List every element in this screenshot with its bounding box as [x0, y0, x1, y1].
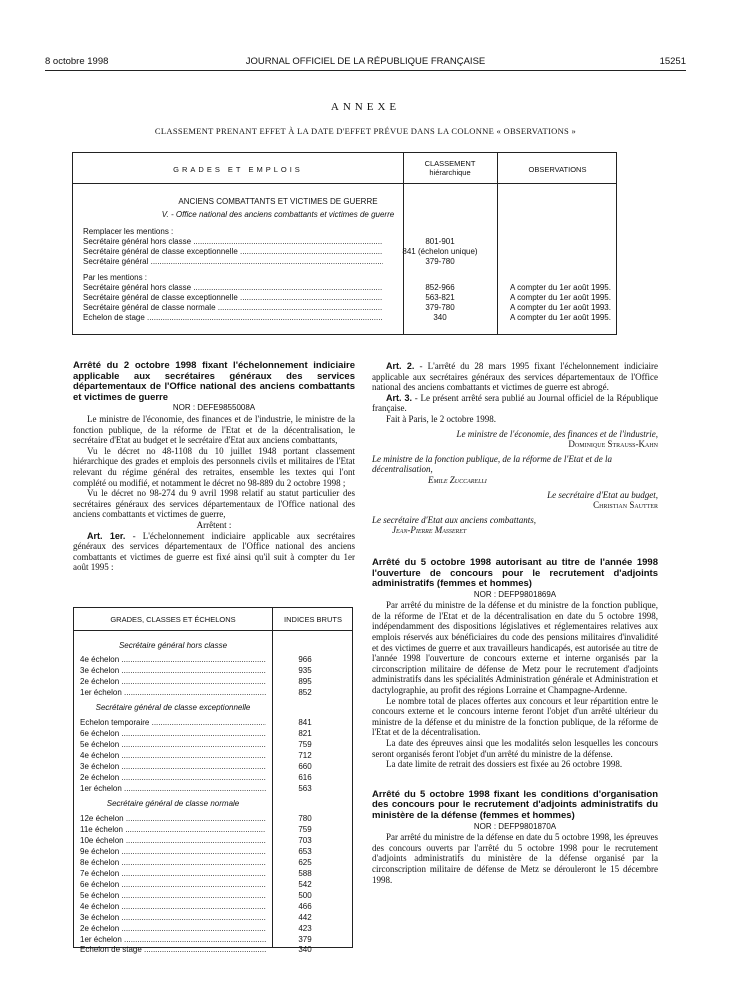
table-row: 7e échelon ..... 588	[80, 869, 350, 879]
table-row: 3e échelon ..... 442	[80, 913, 350, 923]
indices-col-grades: GRADES, CLASSES ET ÉCHELONS	[110, 615, 236, 624]
signature-4-name: Jean-Pierre Masseret	[392, 525, 467, 536]
annex-by-obs: A compter du 1er août 1993.	[510, 303, 611, 312]
annex-replace-row: Secrétaire général hors classe .....	[83, 237, 383, 250]
annex-subtitle: CLASSEMENT PRENANT EFFET À LA DATE D'EFFET PRÉVUE DANS LA COLONNE « OBSERVATIONS »	[154, 126, 577, 136]
arrete1-p3: Vu le décret no 98-274 du 9 avril 1998 relatif au statut particulier des secrétaires généraux des services départementaux de l'Office national des anciens combattants et victimes de guerre,	[73, 488, 355, 520]
arrete2-p3: La date des épreuves ainsi que les modalités selon lesquelles les concours seront organisés feront l'objet d'un arrêté du ministre de la défense.	[372, 738, 658, 759]
signature-3-role: Le secrétaire d'Etat au budget,	[547, 489, 658, 500]
table-row: 10e échelon ..... 703	[80, 836, 350, 846]
annex-section: ANCIENS COMBATTANTS ET VICTIMES DE GUERRE	[178, 197, 378, 206]
table-row: Echelon de stage ..... 340	[80, 945, 350, 955]
table-row: 2e échelon ..... 895	[80, 677, 350, 687]
indices-table	[73, 607, 353, 954]
table-row: 3e échelon ..... 660	[80, 762, 350, 772]
table-row: 6e échelon ..... 542	[80, 880, 350, 890]
signature-1-role: Le ministre de l'économie, des finances et de l'industrie,	[456, 428, 658, 439]
table-row: 4e échelon ..... 712	[80, 751, 350, 761]
arrete2-p4: La date limite de retrait des dossiers est fixée au 26 octobre 1998.	[386, 759, 623, 770]
annex-col-observations: OBSERVATIONS	[528, 165, 587, 174]
annex-by-value: 563-821	[425, 293, 455, 302]
annex-by-value: 852-966	[425, 283, 455, 292]
indices-section-title: Secrétaire général hors classe	[118, 641, 228, 650]
art2: Art. 2. - L'arrêté du 28 mars 1995 fixant l'échelonnement indiciaire applicable aux secrétaires généraux des services départementaux de l'Office national des anciens combattants et victimes de guerre est abrogé.	[372, 361, 658, 393]
annex-replace-value: 801-901	[425, 237, 455, 246]
table-row: 1er échelon ..... 379	[80, 935, 350, 945]
art3: Art. 3. - Le présent arrêté sera publié au Journal officiel de la République française.	[372, 392, 658, 414]
left-column	[73, 361, 355, 573]
annex-title: ANNEXE	[330, 101, 401, 113]
table-row: 1er échelon ..... 563	[80, 784, 350, 794]
annex-by-value: 340	[433, 313, 447, 322]
table-row: 6e échelon ..... 821	[80, 729, 350, 739]
arrete3-title: Arrêté du 5 octobre 1998 fixant les conditions d'organisation des concours pour le recrutement d'adjoints administratifs du ministère de la défense (femmes et hommes)	[372, 788, 658, 821]
table-row: 5e échelon ..... 500	[80, 891, 350, 901]
annex-replace-label: Remplacer les mentions :	[83, 227, 174, 236]
signature-2-role: Le ministre de la fonction publique, de la réforme de l'Etat et de la décentralisation,	[372, 453, 613, 475]
header-page-number: 15251	[659, 56, 686, 67]
arrete1-nor: NOR : DEFE9855008A	[172, 403, 256, 413]
table-row: 12e échelon ..... 780	[80, 814, 350, 824]
arrete1-p1: Le ministre de l'économie, des finances et de l'industrie, le ministre de la fonction publique, de la réforme de l'Etat et de la décentralisation, le secrétaire d'Etat au budget et le secrétaire d'Etat aux anciens combattants,	[73, 413, 355, 446]
table-row: 5e échelon ..... 759	[80, 740, 350, 750]
arrete1-title: Arrêté du 2 octobre 1998 fixant l'échelonnement indiciaire applicable aux secrétaires généraux des services départementaux de l'Office national des anciens combattants et victimes de guerre	[73, 360, 355, 403]
arrete1-p2: Vu le décret no 48-1108 du 10 juillet 1948 portant classement hiérarchique des grades et emplois des personnels civils et militaires de l'Etat relevant du régime général des retraites, ensemble les textes qui l'ont complété ou modifié, et notamment le décret no 98-889 du 2 octobre 1998 ;	[73, 445, 355, 488]
annex-col-classement: CLASSEMENT hiérarchique	[424, 159, 476, 177]
table-row: 1er échelon ..... 852	[80, 688, 350, 698]
arrete1-art1: Art. 1er. - L'échelonnement indiciaire applicable aux secrétaires généraux des services départementaux de l'Office national des anciens combattants et victimes de guerre est fixé ainsi qu'il suit à compter du 1er août 1995 :	[73, 530, 355, 573]
table-row: 2e échelon ..... 616	[80, 773, 350, 783]
annex-by-label: Par les mentions :	[83, 273, 148, 282]
table-row: 2e échelon ..... 423	[80, 924, 350, 934]
signature-4-role: Le secrétaire d'Etat aux anciens combattants,	[372, 514, 537, 525]
arrete1-arretent: Arrêtent :	[196, 519, 232, 530]
indices-section-title: Secrétaire général de classe normale	[106, 799, 240, 808]
header-journal-title: JOURNAL OFFICIEL DE LA RÉPUBLIQUE FRANÇAISE	[245, 56, 486, 67]
signature-3-name: Christian Sautter	[593, 500, 658, 511]
table-row: 9e échelon ..... 653	[80, 847, 350, 857]
annex-replace-row: Secrétaire général .....	[83, 257, 383, 270]
arrete2-p1: Par arrêté du ministre de la défense et du ministre de la fonction publique, de la réforme de l'Etat et de la décentralisation en date du 5 octobre 1998, indépendamment des dispositions législatives et réglementaires relatives aux emplois réservés aux bénéficiaires du code des pensions militaires d'invalidité et des victimes de guerre et aux travailleurs handicapés, est autorisée au titre de l'année 1998 l'ouverture de concours externe et interne organisés par la circonscription militaire de défense de Metz pour le recrutement d'adjoints administratifs dans les spécialités Administration générale et Administration et dactylographie, au profit des régions Lorraine et Champagne-Ardenne.	[372, 600, 658, 696]
header-date: 8 octobre 1998	[45, 56, 109, 67]
table-row: 4e échelon ..... 966	[80, 655, 350, 665]
annex-col-grades: GRADES ET EMPLOIS	[173, 165, 303, 174]
annex-by-obs: A compter du 1er août 1995.	[510, 283, 611, 292]
table-row: 4e échelon ..... 466	[80, 902, 350, 912]
arrete2-title: Arrêté du 5 octobre 1998 autorisant au titre de l'année 1998 l'ouverture de concours pour le recrutement d'adjoints administratifs (femmes et hommes)	[372, 556, 658, 590]
arrete3-nor: NOR : DEFP9801870A	[473, 821, 557, 831]
header-rule	[45, 70, 686, 71]
indices-col-values: INDICES BRUTS	[284, 615, 342, 624]
table-row: Echelon temporaire ..... 841	[80, 718, 350, 728]
table-row: 11e échelon ..... 759	[80, 825, 350, 835]
annex-replace-row: Secrétaire général de classe exceptionnelle .....	[83, 247, 383, 260]
annex-replace-value: 841 (échelon unique)	[402, 247, 478, 256]
annex-by-row: Echelon de stage .....	[83, 313, 383, 326]
fait-a-paris: Fait à Paris, le 2 octobre 1998.	[386, 413, 496, 424]
table-row: 3e échelon ..... 935	[80, 666, 350, 676]
signature-1-name: Dominique Strauss-Kahn	[568, 439, 658, 450]
indices-section-title: Secrétaire général de classe exceptionnelle	[95, 703, 251, 712]
annex-by-row: Secrétaire général de classe exceptionnelle .....	[83, 293, 383, 306]
table-row: 8e échelon ..... 625	[80, 858, 350, 868]
annex-by-row: Secrétaire général de classe normale .....	[83, 303, 383, 316]
right-column	[372, 361, 658, 885]
arrete3-p1: Par arrêté du ministre de la défense en date du 5 octobre 1998, les épreuves des concours ouverts par l'arrêté du 5 octobre 1998 pour le recrutement d'adjoints administratifs du ministère de la défense organisé par la circonscription militaire de défense de Metz se dérouleront le 15 décembre 1998.	[372, 832, 658, 885]
signature-2-name: Emile Zuccarelli	[428, 474, 487, 485]
annex-table	[72, 152, 617, 335]
arrete2-nor: NOR : DEFP9801869A	[473, 589, 557, 599]
annex-subsection: V. - Office national des anciens combattants et victimes de guerre	[161, 210, 395, 219]
annex-by-obs: A compter du 1er août 1995.	[510, 293, 611, 302]
annex-by-row: Secrétaire général hors classe .....	[83, 283, 383, 296]
annex-by-value: 379-780	[425, 303, 455, 312]
annex-replace-value: 379-780	[425, 257, 455, 266]
annex-by-obs: A compter du 1er août 1995.	[510, 313, 611, 322]
arrete2-p2: Le nombre total de places offertes aux concours et leur répartition entre le concours externe et le concours interne feront l'objet d'un arrêté ultérieur du ministre de la défense et du ministre de la fonction publique, de la réforme de l'Etat et de la décentralisation.	[372, 695, 658, 738]
